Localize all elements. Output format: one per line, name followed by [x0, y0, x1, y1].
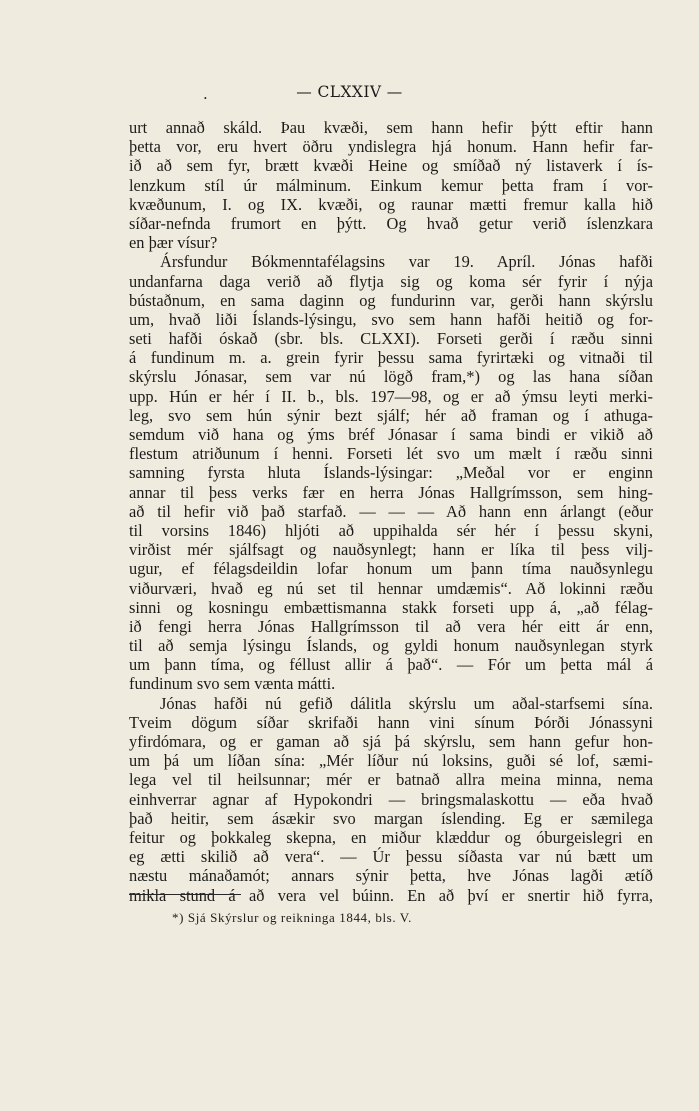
text-line: bústaðnum, en sama daginn og fundurinn var, gerði hann skýrslu — [129, 290, 653, 310]
text-line: yfirdómara, og er gaman að sjá þá skýrslu, sem hann gefur hon- — [129, 732, 653, 751]
text-line: Ársfundur Bókmenntafélagsins var 19. Apríl. Jónas hafði — [160, 252, 653, 272]
text-line: til að semja lýsingu Íslands, og gyldi honum nauðsynlegan styrk — [129, 636, 653, 656]
text-line: lega vel til heilsunnar; mér er batnað allra meina minna, nema — [129, 770, 653, 790]
body-text — [129, 118, 653, 905]
text-line: semdum við hana og ýms bréf Jónasar í sama bindi er vikið að — [129, 425, 653, 444]
text-line: mikla stund á að vera vel búinn. En að því er snertir hið fyrra, — [129, 885, 653, 905]
text-line: næstu mánaðamót; annars sýnir þetta, hve Jónas lagði ætíð — [129, 866, 653, 886]
text-line: urt annað skáld. Þau kvæði, sem hann hefir þýtt eftir hann — [129, 118, 653, 137]
text-line: eg ætti skilið að vera“. — Úr þessu síðasta var nú bætt um — [129, 847, 653, 867]
text-line: upp. Hún er hér í II. b., bls. 197—98, og er að ýmsu leyti merki- — [129, 386, 653, 406]
text-line: á fundinum m. a. grein fyrir þessu sama fyrirtæki og vitnaði til — [129, 348, 653, 368]
text-line: ið að sem fyr, brætt kvæði Heine og smíðað ný listaverk í ís- — [129, 156, 653, 176]
text-line: seti hafði óskað (sbr. bls. CLXXI). Forseti gerði í ræðu sinni — [129, 329, 653, 349]
text-line: leg, svo sem hún sýnir bezt sjálf; hér að framan og í athuga- — [129, 405, 653, 425]
text-line: samning fyrsta hluta Íslands-lýsingar: „Meðal vor er enginn — [129, 463, 653, 483]
text-line: það heitir, sem ásækir svo margan íslending. Eg er sæmilega — [129, 808, 653, 828]
text-line: síðar-nefnda frumort en þýtt. Og hvað getur verið íslenzkara — [129, 213, 653, 233]
text-line: ugur, ef félagsdeildin lofar honum um þann tíma nauðsynlegu — [129, 559, 653, 579]
text-line: um þá um líðan sína: „Mér líður nú loksins, guði sé lof, sæmi- — [129, 751, 653, 771]
text-line: flestum atriðunum í henni. Forseti lét svo um mælt í ræðu sinni — [129, 444, 653, 464]
text-line: þetta vor, eru hvert öðru yndislegra hjá honum. Hann hefir far- — [129, 137, 653, 157]
page-header: — CLXXIV — — [296, 83, 403, 101]
text-line: um þann tíma, og féllust allir á það“. — Fór um þetta mál á — [129, 655, 653, 675]
text-line: til vorsins 1846) hljóti að uppihalda sér hér í þessu skyni, — [129, 520, 653, 540]
text-line: Tveim dögum síðar skrifaði hann vini sínum Þórði Jónassyni — [129, 712, 653, 732]
text-line: um, hvað liði Íslands-lýsingu, svo sem hann hafði heitið og for- — [129, 309, 653, 329]
text-line: annar til þess verks fær en herra Jónas Hallgrímsson, sem hing- — [129, 482, 653, 502]
text-line: lenzkum stíl úr málminum. Einkum kemur þetta fram í vor- — [129, 175, 653, 195]
text-line: viðurværi, hvað eg nú set til hennar umdæmis“. Að lokinni ræðu — [129, 578, 653, 598]
text-line: fundinum svo sem vænta mátti. — [129, 674, 336, 694]
text-line: skýrslu Jónasar, sem var nú lögð fram,*) og las hana síðan — [129, 367, 653, 387]
text-line: sinni og kosningu embættismanna stakk forseti upp á, „að félag- — [129, 597, 653, 617]
text-line: en þær vísur? — [129, 233, 218, 253]
text-line: virðist mér sjálfsagt og nauðsynlegt; hann er líka til þess vilj- — [129, 540, 653, 560]
footnote: *) Sjá Skýrslur og reikninga 1844, bls. V. — [172, 910, 412, 925]
text-line: einhverrar agnar af Hypokondri — bringsmalaskottu — eða hvað — [129, 789, 653, 809]
page-mark: . — [203, 85, 208, 103]
footnote-divider — [129, 894, 241, 895]
text-line: ið fengi herra Jónas Hallgrímsson til að vera hér eitt ár enn, — [129, 616, 653, 636]
text-line: kvæðunum, I. og IX. kvæði, og raunar mætti fremur kalla hið — [129, 194, 653, 214]
text-line: undanfarna daga verið að flytja sig og koma sér fyrir í nýja — [129, 271, 653, 291]
text-line: feitur og þokkaleg skepna, en miður klæddur og óburgeislegri en — [129, 827, 653, 847]
text-line: að til hefir við það starfað. — — — Að hann enn árlangt (eður — [129, 501, 653, 521]
text-line: Jónas hafði nú gefið dálitla skýrslu um aðal-starfsemi sína. — [160, 693, 653, 713]
